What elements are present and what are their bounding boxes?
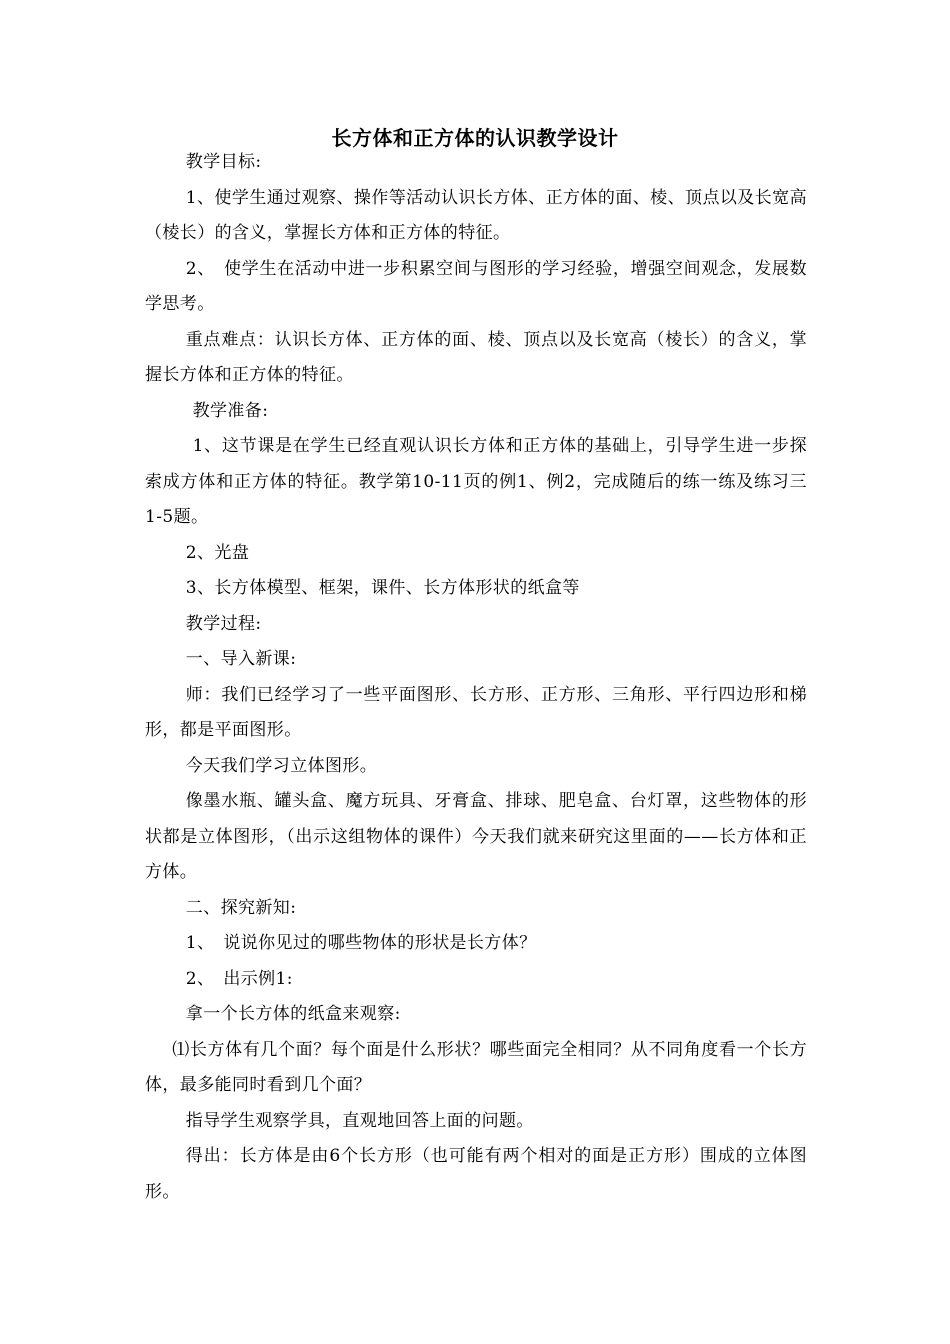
paragraph-process-heading: 教学过程: (185, 613, 262, 634)
paragraph-explore-1: 1、 说说你见过的哪些物体的形状是长方体？ (185, 933, 537, 953)
paragraph-today-topic: 今天我们学习立体图形。 (185, 755, 378, 776)
document-body (145, 145, 807, 1210)
paragraph-objective-1: 1、使学生通过观察、操作等活动认识长方体、正方体的面、棱、顶点以及长宽高（棱长）的含义，掌握长方体和正方体的特征。 (145, 187, 807, 243)
paragraph-key-points: 重点难点：认识长方体、正方体的面、棱、顶点以及长宽高（棱长）的含义，掌握长方体和正方体的特征。 (145, 329, 807, 385)
paragraph-conclusion: 得出：长方体是由6个长方形（也可能有两个相对的面是正方形）围成的立体图形。 (145, 1146, 807, 1202)
paragraph-preparation-2: 2、光盘 (185, 542, 250, 563)
paragraph-observe-box: 拿一个长方体的纸盒来观察: (185, 1004, 401, 1024)
paragraph-preparation-3: 3、长方体模型、框架，课件、长方体形状的纸盒等 (185, 578, 580, 598)
paragraph-preparation-1: 1、这节课是在学生已经直观认识长方体和正方体的基础上，引导学生进一步探索成方体和正方体的特征。教学第10-11页的例1、例2，完成随后的练一练及练习三1-5题。 (145, 436, 807, 527)
paragraph-objective-2: 2、 使学生在活动中进一步积累空间与图形的学习经验，增强空间观念，发展数学思考。 (145, 258, 807, 314)
paragraph-explore-2: 2、 出示例1: (185, 968, 293, 989)
paragraph-question-1: ⑴长方体有几个面？每个面是什么形状？哪些面完全相同？从不同角度看一个长方体，最多能同时看到几个面？ (145, 1039, 807, 1095)
paragraph-preparation-heading: 教学准备: (192, 400, 269, 421)
paragraph-section-intro: 一、导入新课: (185, 649, 297, 669)
paragraph-guide-students: 指导学生观察学具，直观地回答上面的问题。 (185, 1110, 534, 1131)
paragraph-teacher-intro: 师：我们已经学习了一些平面图形、长方形、正方形、三角形、平行四边形和梯形，都是平面图形。 (145, 684, 807, 740)
paragraph-objects-examples: 像墨水瓶、罐头盒、魔方玩具、牙膏盒、排球、肥皂盒、台灯罩，这些物体的形状都是立体图形，（出示这组物体的课件）今天我们就来研究这里面的——长方体和正方体。 (145, 791, 807, 882)
paragraph-objectives-heading: 教学目标: (185, 152, 262, 172)
paragraph-section-explore: 二、探究新知: (185, 897, 297, 918)
document-title: 长方体和正方体的认识教学设计 (331, 126, 619, 150)
